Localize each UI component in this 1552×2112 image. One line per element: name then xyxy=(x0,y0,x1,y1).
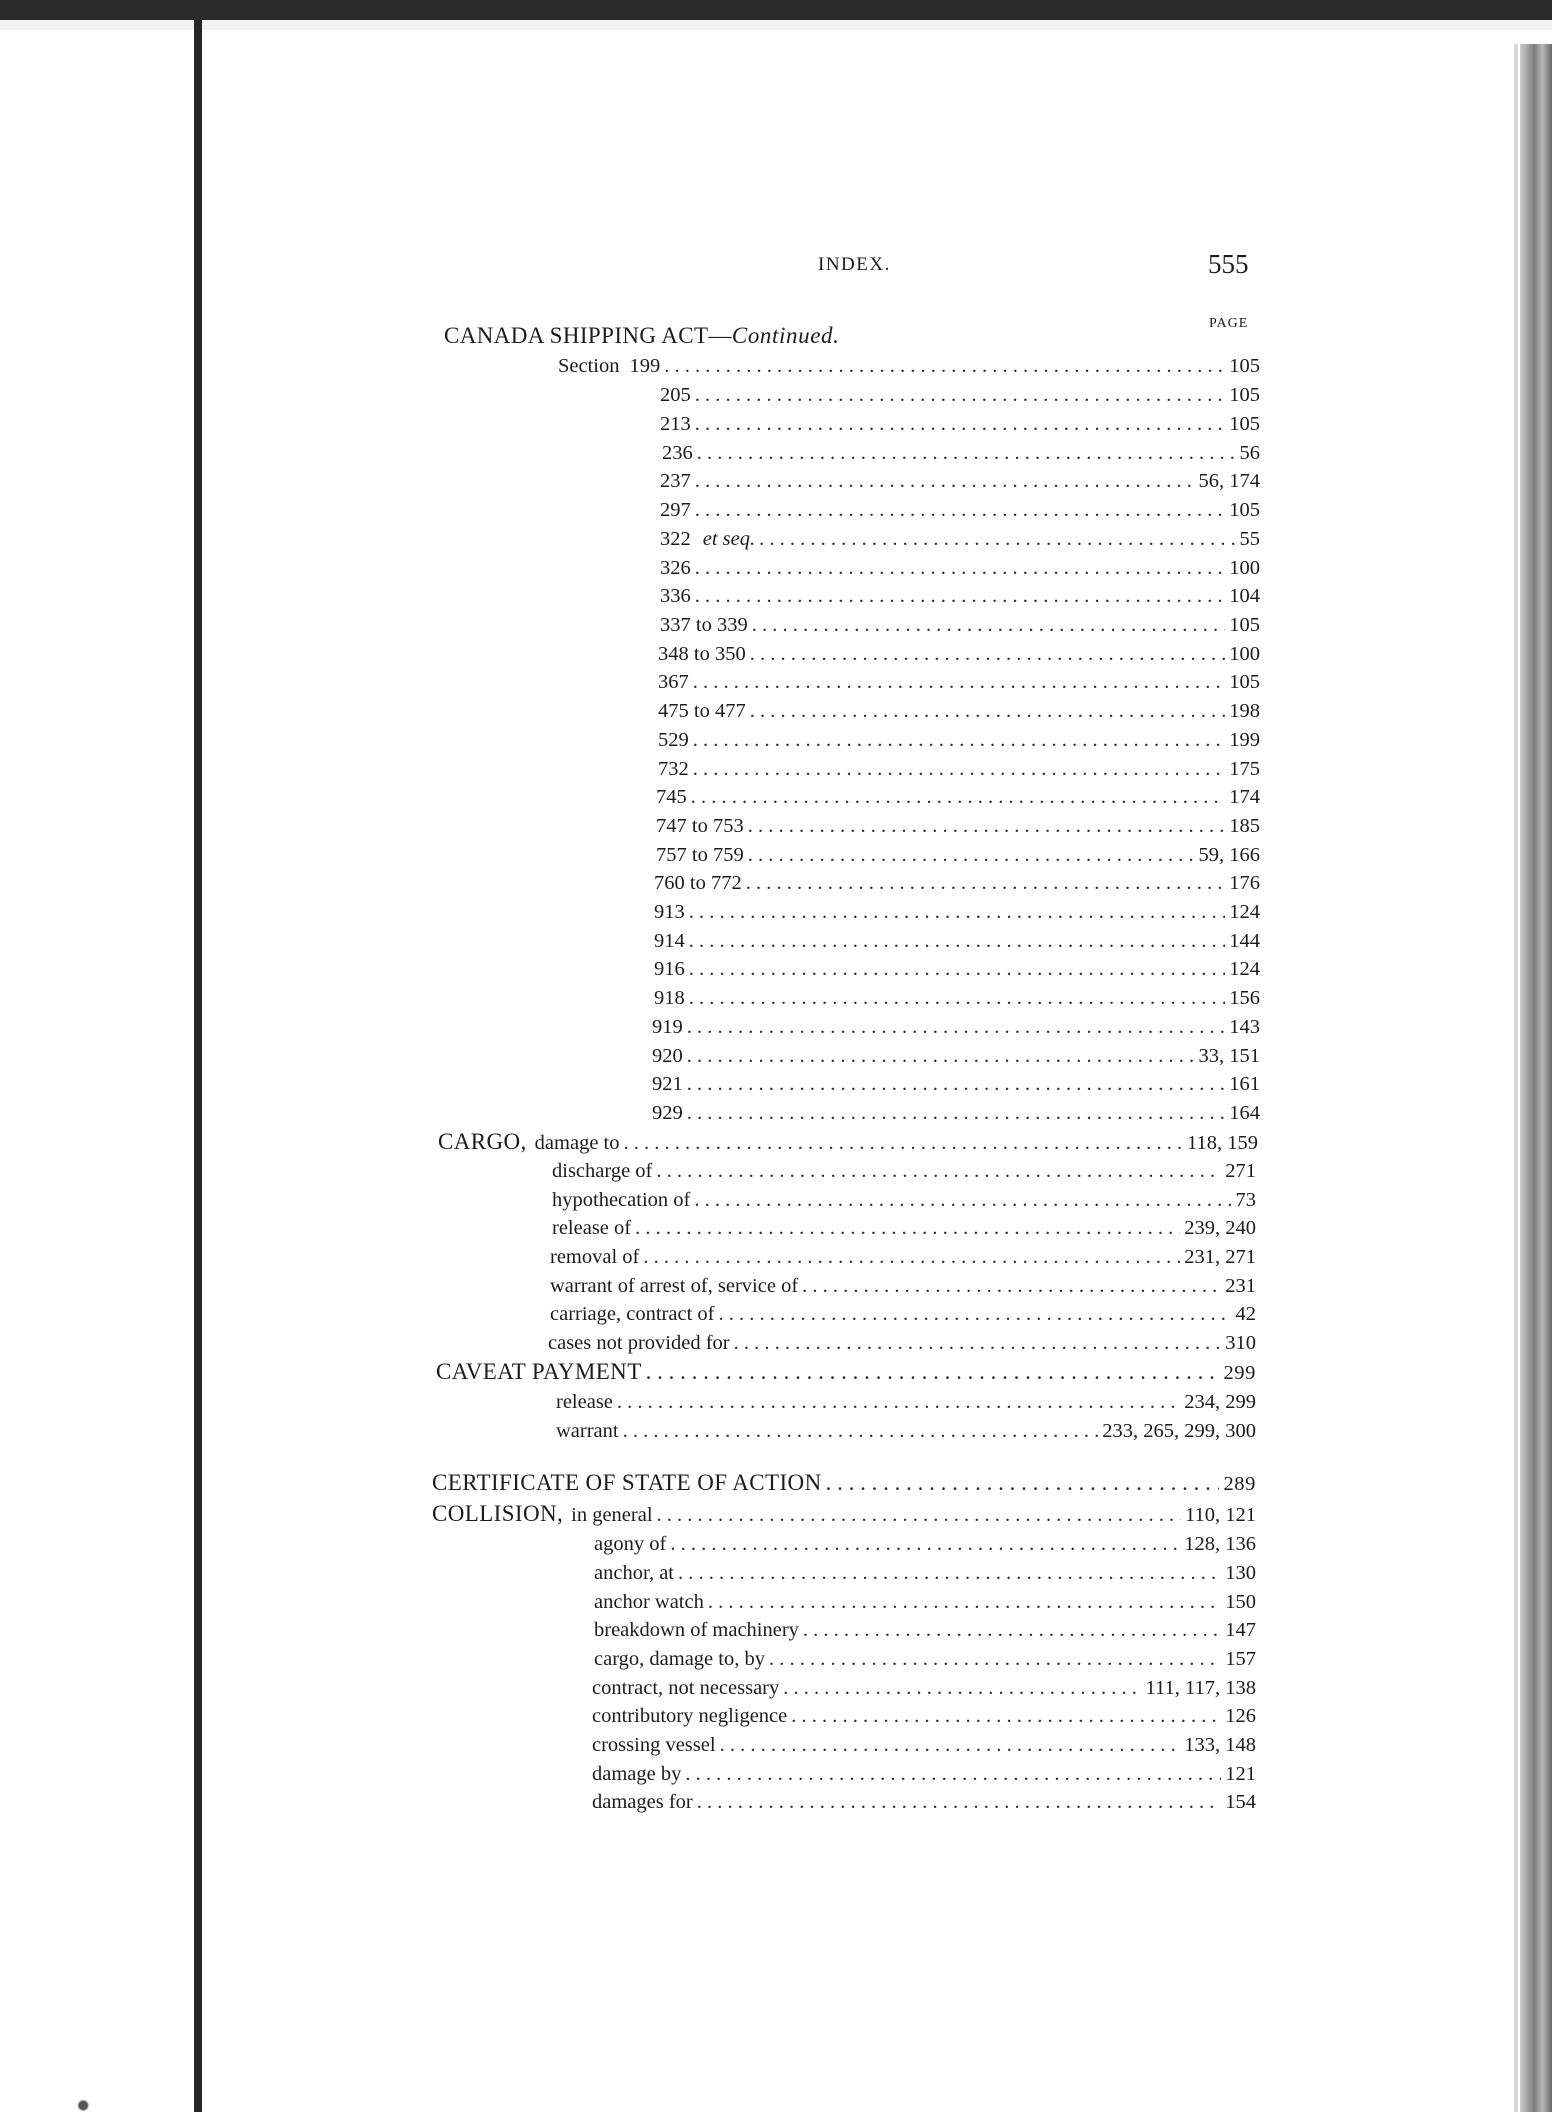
index-entry: damage by . . . 121 xyxy=(592,1760,1256,1788)
index-entry: crossing vessel . . . 133, 148 xyxy=(592,1731,1256,1759)
index-entry: carriage, contract of . . . 42 xyxy=(550,1300,1256,1328)
index-entry: warrant . . . 233, 265, 299, 300 xyxy=(556,1417,1256,1445)
index-heading-certificate-of-state-of-action: CERTIFICATE OF STATE OF ACTION . . . 289 xyxy=(432,1469,1256,1497)
index-entry: cargo, damage to, by . . . 157 xyxy=(594,1645,1256,1673)
index-heading-canada-shipping-act: CANADA SHIPPING ACT— Continued. xyxy=(444,323,840,348)
index-entry: 747 to 753 . . . 185 xyxy=(656,812,1260,840)
index-entry: 236 . . . 56 xyxy=(662,439,1260,467)
index-entry: 336 . . . 104 xyxy=(660,582,1260,610)
scan-top-edge xyxy=(0,0,1552,20)
index-heading-cargo: CARGO, damage to . . . 118, 159 xyxy=(438,1128,1258,1156)
index-entry: 213 . . . 105 xyxy=(660,410,1260,438)
index-entry: warrant of arrest of, service of . . . 231 xyxy=(550,1272,1256,1300)
index-entry: 322 et seq. . . . 55 xyxy=(660,525,1260,553)
index-entry: 337 to 339 . . . 105 xyxy=(660,611,1260,639)
index-entry: Section 199 . . . 105 xyxy=(558,352,1260,380)
page-column-label: PAGE xyxy=(1209,316,1249,331)
index-entry: removal of . . . 231, 271 xyxy=(550,1243,1256,1271)
index-entry: 237 . . . 56, 174 xyxy=(660,467,1260,495)
index-entry: release . . . 234, 299 xyxy=(556,1388,1256,1416)
index-entry: anchor watch . . . 150 xyxy=(594,1588,1256,1616)
index-entry: discharge of . . . 271 xyxy=(552,1157,1256,1185)
page-right-edge xyxy=(1514,44,1518,2112)
index-entry: 918 . . . 156 xyxy=(654,984,1260,1012)
index-entry: 326 . . . 100 xyxy=(660,554,1260,582)
scan-corner-mark xyxy=(70,2090,92,2112)
index-entry: breakdown of machinery . . . 147 xyxy=(594,1616,1256,1644)
index-entry: 745 . . . 174 xyxy=(656,783,1260,811)
index-entry: 913 . . . 124 xyxy=(654,898,1260,926)
index-entry: 205 . . . 105 xyxy=(660,381,1260,409)
index-entry: 916 . . . 124 xyxy=(654,955,1260,983)
index-entry: 732 . . . 175 xyxy=(658,755,1260,783)
index-entry: 914 . . . 144 xyxy=(654,927,1260,955)
index-entry: 348 to 350 . . . 100 xyxy=(658,640,1260,668)
index-entry: 929 . . . 164 xyxy=(652,1099,1260,1127)
index-entry: 919 . . . 143 xyxy=(652,1013,1260,1041)
index-entry: release of . . . 239, 240 xyxy=(552,1214,1256,1242)
index-entry: 757 to 759 . . . 59, 166 xyxy=(656,841,1260,869)
index-entry: 920 . . . 33, 151 xyxy=(652,1042,1260,1070)
index-entry: 760 to 772 . . . 176 xyxy=(654,869,1260,897)
index-entry: agony of . . . 128, 136 xyxy=(594,1530,1256,1558)
index-entry: 367 . . . 105 xyxy=(658,668,1260,696)
index-entry: 475 to 477 . . . 198 xyxy=(658,697,1260,725)
index-entry: hypothecation of . . . 73 xyxy=(552,1186,1256,1214)
index-heading-collision: COLLISION, in general . . . 110, 121 xyxy=(432,1500,1256,1528)
index-entry: contributory negligence . . . 126 xyxy=(592,1702,1256,1730)
scan-top-gap xyxy=(0,20,1552,30)
index-entry: damages for . . . 154 xyxy=(592,1788,1256,1816)
index-entry: cases not provided for . . . 310 xyxy=(548,1329,1256,1357)
page-number: 555 xyxy=(1208,249,1249,279)
index-entry: anchor, at . . . 130 xyxy=(594,1559,1256,1587)
index-entry: 529 . . . 199 xyxy=(658,726,1260,754)
book-fore-edge-shadow xyxy=(1520,44,1552,2112)
index-entry: contract, not necessary . . . 111, 117, 138 xyxy=(592,1674,1256,1702)
index-entry: 297 . . . 105 xyxy=(660,496,1260,524)
page-left-edge xyxy=(194,20,202,2112)
index-heading-caveat-payment: CAVEAT PAYMENT . . . 299 xyxy=(436,1358,1256,1386)
running-title: INDEX. xyxy=(818,254,891,275)
index-entry: 921 . . . 161 xyxy=(652,1070,1260,1098)
